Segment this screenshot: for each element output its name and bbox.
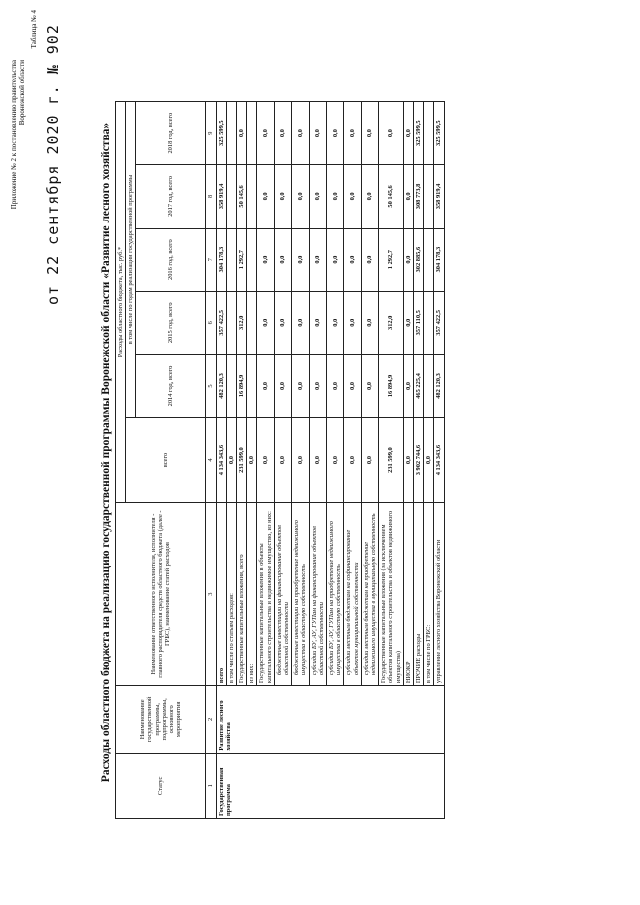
row-value: 357 110,5: [414, 291, 424, 354]
row-value: 0,0: [327, 418, 344, 503]
row-value: 0,0: [274, 165, 291, 228]
row-label: в том числе по статьям расходов:: [226, 503, 236, 686]
row-value: 1 292,7: [237, 228, 247, 291]
col-num: 4: [206, 418, 216, 503]
row-value: 0,0: [292, 165, 309, 228]
row-value: [247, 291, 257, 354]
row-label: субсидии местным бюджетам на приобретение недвижимого имущества в муниципальную собственность: [361, 503, 378, 686]
row-label: управление лесного хозяйства Воронежской области: [434, 503, 444, 686]
row-value: 0,0: [274, 418, 291, 503]
table-row: [216, 102, 226, 819]
row-value: 0,0: [257, 228, 274, 291]
col-num: 6: [206, 291, 216, 354]
row-value: 325 599,5: [216, 102, 226, 165]
row-value: 0,0: [257, 102, 274, 165]
row-label: всего: [216, 503, 226, 686]
row-value: [226, 102, 236, 165]
row-value: 0,0: [344, 354, 361, 417]
row-value: 0,0: [327, 354, 344, 417]
col-num: 9: [206, 102, 216, 165]
row-label: Государственные капитальные вложения в объекты капитального строительства и недвижимое имущество, из них:: [257, 503, 274, 686]
row-value: 0,0: [344, 165, 361, 228]
row-value: 302 885,6: [414, 228, 424, 291]
row-value: 0,0: [274, 354, 291, 417]
column-numbers-row: [206, 102, 216, 819]
row-value: 0,0: [309, 228, 326, 291]
row-value: 0,0: [344, 291, 361, 354]
table-number: Таблица № 4: [30, 10, 38, 49]
col-num: 2: [206, 686, 216, 754]
row-value: [247, 165, 257, 228]
row-value: 231 599,0: [237, 418, 247, 503]
row-value: [226, 228, 236, 291]
col-num: 5: [206, 354, 216, 417]
row-value: 358 919,4: [434, 165, 444, 228]
row-label: в том числе по ГРБС:: [424, 503, 434, 686]
row-value: 482 120,3: [434, 354, 444, 417]
row-value: 0,0: [309, 102, 326, 165]
row-value: 0,0: [257, 165, 274, 228]
row-value: 312,0: [379, 291, 404, 354]
row-value: 4 134 343,6: [434, 418, 444, 503]
row-value: 0,0: [344, 228, 361, 291]
col-total: всего: [126, 418, 206, 503]
col-2016: 2016 год, всего: [136, 228, 206, 291]
col-group: Расходы областного бюджета, тыс. руб.*: [116, 102, 126, 503]
row-value: 0,0: [361, 354, 378, 417]
row-value: [424, 291, 434, 354]
row-value: [226, 354, 236, 417]
row-value: 0,0: [403, 291, 413, 354]
row-value: 16 894,9: [237, 354, 247, 417]
row-value: 465 225,4: [414, 354, 424, 417]
row-value: 325 599,5: [414, 102, 424, 165]
row-value: 0,0: [403, 165, 413, 228]
row-value: 0,0: [274, 291, 291, 354]
col-2014: 2014 год, всего: [136, 354, 206, 417]
row-value: 0,0: [344, 102, 361, 165]
col-status: Статус: [116, 753, 206, 818]
row-value: [247, 102, 257, 165]
row-value: 0,0: [424, 418, 434, 503]
row-value: 0,0: [361, 291, 378, 354]
row-value: 0,0: [403, 102, 413, 165]
row-label: Государственные капитальные вложения (за исключением объектов капитального строительства и объектов недвижимого имущества): [379, 503, 404, 686]
row-value: [247, 354, 257, 417]
row-value: 312,0: [237, 291, 247, 354]
row-value: 231 599,0: [379, 418, 404, 503]
row-value: 304 178,3: [216, 228, 226, 291]
row-value: 0,0: [292, 354, 309, 417]
row-value: 0,0: [309, 354, 326, 417]
col-2017: 2017 год, всего: [136, 165, 206, 228]
row-label: бюджетные инвестиции на приобретение недвижимого имущества в областную собственность: [292, 503, 309, 686]
program-name: Развитие лесного хозяйства: [216, 686, 444, 754]
row-value: 0,0: [292, 228, 309, 291]
row-label: бюджетные инвестиции на финансирование объектов областной собственности: [274, 503, 291, 686]
row-value: 0,0: [379, 102, 404, 165]
row-value: 325 599,5: [434, 102, 444, 165]
row-value: 308 773,8: [414, 165, 424, 228]
row-value: 1 292,7: [379, 228, 404, 291]
row-value: 0,0: [247, 418, 257, 503]
row-value: [424, 228, 434, 291]
row-value: 0,0: [237, 102, 247, 165]
row-value: 0,0: [274, 228, 291, 291]
row-value: 0,0: [344, 418, 361, 503]
row-value: 4 134 343,6: [216, 418, 226, 503]
row-value: 0,0: [257, 418, 274, 503]
expenses-table: [115, 101, 445, 819]
row-value: [424, 102, 434, 165]
row-label: субсидии БУ, АУ, ГУПам на финансирование объектов областной собственности: [309, 503, 326, 686]
col-num: 8: [206, 165, 216, 228]
row-value: 0,0: [361, 102, 378, 165]
row-value: 0,0: [361, 228, 378, 291]
row-value: 0,0: [403, 354, 413, 417]
row-value: 357 422,5: [216, 291, 226, 354]
col-executor: Наименование ответственного исполнителя, исполнителя - главного распорядителя средств областного бюджета (далее - ГРБС), наименование статей расходов: [116, 503, 206, 686]
row-value: 50 145,6: [237, 165, 247, 228]
col-2018: 2018 год, всего: [136, 102, 206, 165]
row-value: 0,0: [292, 291, 309, 354]
row-value: 0,0: [257, 354, 274, 417]
row-value: 16 894,9: [379, 354, 404, 417]
row-value: [424, 165, 434, 228]
row-label: НИОКР: [403, 503, 413, 686]
row-label: из них:: [247, 503, 257, 686]
row-value: 0,0: [327, 291, 344, 354]
row-value: [226, 291, 236, 354]
document-title: Расходы областного бюджета на реализацию государственной программы Воронежской области «Развитие лесного хозяйства»: [100, 122, 112, 783]
approval-note: Приложение № 2 к постановлению правительства Воронежской области: [10, 60, 26, 210]
row-value: [247, 228, 257, 291]
row-value: 0,0: [327, 228, 344, 291]
row-value: 0,0: [309, 165, 326, 228]
row-value: 3 902 744,6: [414, 418, 424, 503]
row-value: 0,0: [309, 291, 326, 354]
col-num: 7: [206, 228, 216, 291]
row-value: [226, 165, 236, 228]
row-label: субсидии местным бюджетам на софинансирование объектов муниципальной собственности: [344, 503, 361, 686]
row-value: 0,0: [257, 291, 274, 354]
row-value: 482 120,3: [216, 354, 226, 417]
row-value: 357 422,5: [434, 291, 444, 354]
row-value: 0,0: [361, 165, 378, 228]
program-status: Государственная программа: [216, 753, 444, 818]
row-value: 50 145,6: [379, 165, 404, 228]
col-subgroup: в том числе по годам реализации государственной программы: [126, 102, 136, 418]
row-value: 0,0: [327, 165, 344, 228]
col-num: 3: [206, 503, 216, 686]
row-label: субсидии БУ, АУ, ГУПам на приобретение недвижимого имущества в областную собственность: [327, 503, 344, 686]
row-value: 0,0: [403, 228, 413, 291]
row-value: 0,0: [361, 418, 378, 503]
col-name: Наименование государственной программы, подпрограммы, основного мероприятия: [116, 686, 206, 754]
row-label: ПРОЧИЕ расходы: [414, 503, 424, 686]
row-value: 0,0: [403, 418, 413, 503]
row-value: 304 178,3: [434, 228, 444, 291]
row-value: 0,0: [226, 418, 236, 503]
row-label: Государственные капитальные вложения, всего: [237, 503, 247, 686]
date-stamp: от 22 сентября 2020 г. № 902: [44, 24, 62, 305]
col-2015: 2015 год, всего: [136, 291, 206, 354]
row-value: 0,0: [292, 102, 309, 165]
row-value: 0,0: [327, 102, 344, 165]
col-num: 1: [206, 753, 216, 818]
row-value: 0,0: [274, 102, 291, 165]
row-value: 0,0: [309, 418, 326, 503]
row-value: [424, 354, 434, 417]
row-value: 358 919,4: [216, 165, 226, 228]
row-value: 0,0: [292, 418, 309, 503]
